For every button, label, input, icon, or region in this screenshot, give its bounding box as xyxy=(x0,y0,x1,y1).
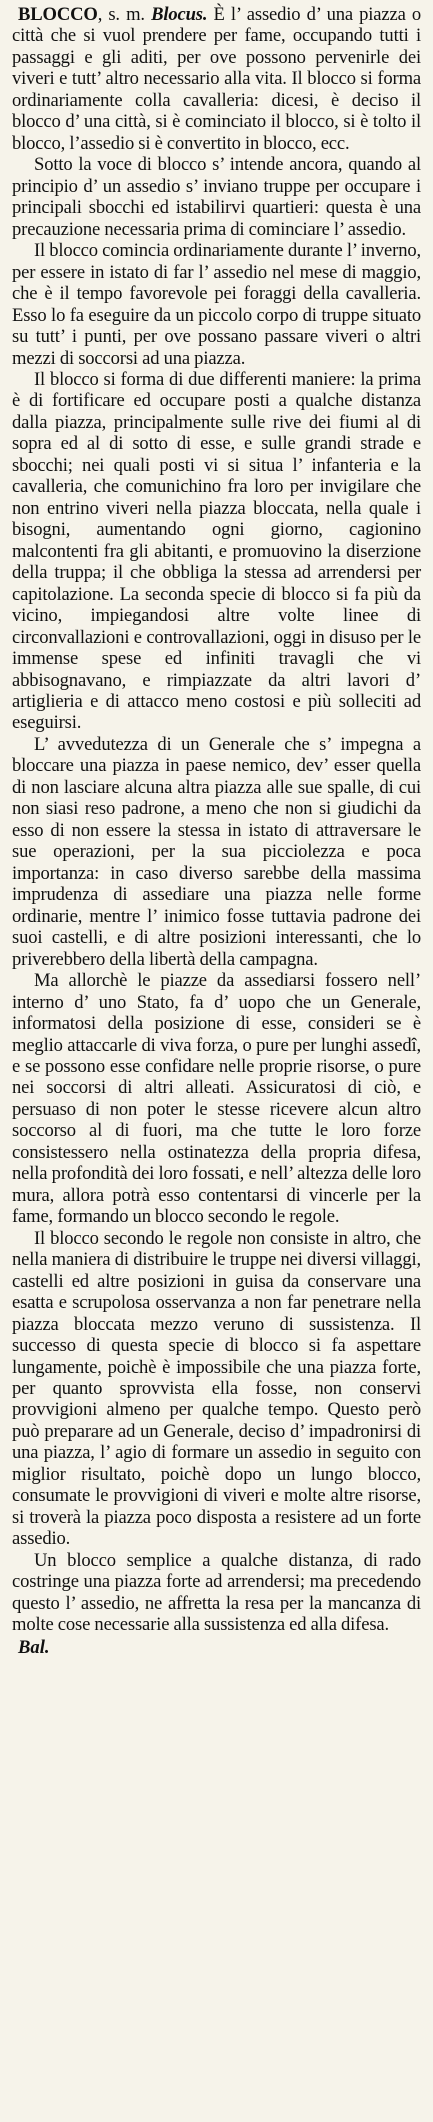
entry-grammar: , s. m. xyxy=(97,4,145,25)
author-signature: Bal. xyxy=(18,1636,50,1658)
entry-latin-term: Blocus. xyxy=(151,4,208,25)
entry-paragraph-1 xyxy=(12,4,421,154)
entry-paragraph-7: Il blocco secondo le regole non consiste in altro, che nella maniera di distribuire le truppe nei diversi villaggi, castelli ed altre posizioni in guisa da conservare una esatta e scrupolosa osservanza a non far penetrare nella piazza bloccata mezzo veruno di sussistenza. Il successo di questa specie di blocco si fa aspettare lungamente, poichè è impossibile che una piazza forte, per quanto sprovvista ella fosse, non conservi provvigioni almeno per qualche tempo. Questo però può prepararе ad un Generale, deciso d’ impadronirsi di una piazza, l’ agio di formare un assedio in seguito con miglior risultato, poichè dopo un lungo blocco, consumate le provvigioni di viveri e molte altre risorse, si troverà la piazza poco disposta a resistere ad un forte assedio. xyxy=(12,1227,421,1550)
entry-headword: BLOCCO xyxy=(18,4,98,25)
entry-paragraph-3: Il blocco comincia ordinariamente durante l’ inverno, per essere in istato di far l’ assedio nel mese di maggio, che è il tempo favorevole pei foraggi della cavalleria. Esso lo fa eseguire da un piccolo corpo di truppe situato su tutt’ i punti, per ove possano passare viveri o altri mezzi di soccorsi ad una piazza. xyxy=(12,240,421,369)
entry-paragraph-8: Un blocco semplice a qualche distanza, di rado costringe una piazza forte ad arrendersi; ma precedendo questo l’ assedio, ne affretta la resa per la mancanza di molte cose necessarie alla sussistenza ed alla difesa. xyxy=(12,1549,421,1636)
entry-paragraph-2: Sotto la voce di blocco s’ intende ancora, quando al principio d’ un assedio s’ inviano truppe per occupare i principali sbocchi ed istabilirvi quartieri: questa è una precauzione necessaria prima di cominciare l’ assedio. xyxy=(12,154,421,240)
entry-paragraph-5: L’ avvedutezza di un Generale che s’ impegna a bloccare una piazza in paese nemico, dev’ esser quella di non lasciare alcuna altra piazza alle sue spalle, di cui non siasi reso padrone, a meno che non si giudichi da esso di non essere la stessa in istato di attraversare le sue operazioni, per la sua picciolezza e poca importanza: in caso diverso sarebbe della massima imprudenza di assediare una piazza nelle forme ordinarie, mentre l’ inimico fosse tuttavia padrone dei suoi castelli, e di altre posizioni interessanti, che lo priverebbero della libertà della campagna. xyxy=(12,733,421,970)
entry-paragraph-6: Ma allorchè le piazze da assediarsi fossero nell’ interno d’ uno Stato, fa d’ uopo che un Generale, informatosi della posizione di esse, consideri se è meglio attaccarle di viva forza, o pure per lunghi assedî, e se possono esse confidare nelle proprie risorse, o pure nei soccorsi di altri alleati. Assicuratosi di ciò, e persuaso di non poter le stesse ricevere alcun altro soccorso al di fuori, ma che tutte le loro forze consistessero nella ostinatezza della propria difesa, nella profondità dei loro fossati, e nell’ altezza delle loro mura, allora potrà esso contentarsi di vincerle per la fame, formando un blocco secondo le regole. xyxy=(12,970,421,1228)
entry-paragraph-text: È l’ assedio d’ una piazza o città che si vuol prendere per fame, occupando tutti i passaggi e gli aditi, per ove possono pervenirle dei viveri e tutt’ altro necessario alla vita. Il blocco si forma ordinariamente colla cavalleria: dicesi, è deciso il blocco d’ una città, si è cominciato il blocco, si è tolto il blocco, l’assedio si è convertito in blocco, ecc. xyxy=(12,4,422,154)
entry-paragraph-4: Il blocco si forma di due differenti maniere: la prima è di fortificare ed occupare posti a qualche distanza dalla piazza, principalmente sulle rive dei fiumi al di sopra ed al di sotto di esse, e sulle grandi strade e sbocchi; nei quali posti vi si situa l’ infanteria e la cavalleria, che comunichino fra loro per invigilare che non entrino viveri nella piazza bloccata, nella quale i bisogni, aumentando ogni giorno, cagionino malcontenti fra gli abitanti, e promuovino la diserzione della truppa; il che obbliga la stessa ad arrendersi per capitolazione. La seconda specie di blocco si fa più da vicino, impiegandosi altre volte linee di circonvallazioni e controvallazioni, oggi in disuso per le immense spese ed infiniti travagli che vi abbisognavano, e rimpiazzate da altri lavori d’ artiglieria e di attacco meno costosi e più solleciti ad eseguirsi. xyxy=(12,368,421,734)
